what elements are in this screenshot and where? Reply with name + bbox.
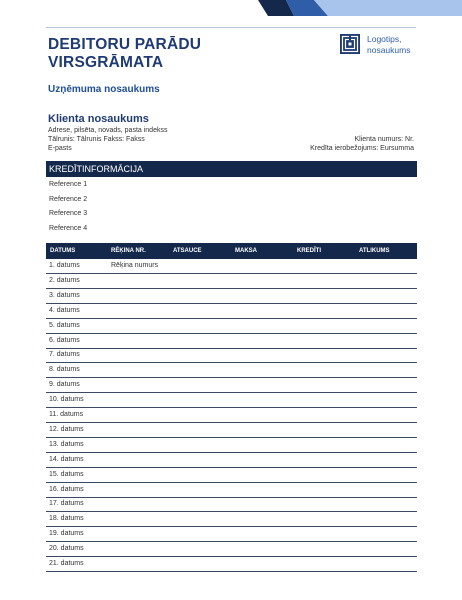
reference-item: Reference 1 <box>49 181 88 188</box>
logo-text-line-1: Logotips, <box>367 34 402 44</box>
reference-item: Reference 4 <box>49 225 88 232</box>
page-title <box>48 36 278 72</box>
table-row <box>46 497 417 512</box>
client-address: Adrese, pilsēta, novads, pasta indekss <box>48 127 168 134</box>
title-line-2: VIRSGRĀMATA <box>48 54 164 71</box>
column-header-date: DATUMS <box>50 248 76 254</box>
table-row <box>46 527 417 542</box>
row-date: 19. datums <box>49 530 84 538</box>
header-divider <box>46 27 416 28</box>
row-date: 4. datums <box>49 306 80 314</box>
row-date: 1. datums <box>49 262 80 269</box>
logo-text-line-2: nosaukums <box>367 45 411 55</box>
credit-limit: Kredīta ierobežojums: Eursumma <box>310 145 414 152</box>
row-date: 21. datums <box>49 560 84 567</box>
table-row <box>46 363 417 378</box>
reference-item: Reference 2 <box>49 196 88 203</box>
row-date: 11. datums <box>49 411 84 418</box>
row-date: 18. datums <box>49 515 84 523</box>
table-row <box>46 423 417 438</box>
row-date: 5. datums <box>49 321 80 329</box>
table-row <box>46 289 417 304</box>
table-row <box>46 408 417 423</box>
table-row <box>46 453 417 468</box>
row-date: 13. datums <box>49 440 84 448</box>
table-row <box>46 259 417 274</box>
logo-block <box>340 34 420 60</box>
client-name: Klienta nosaukums <box>48 113 149 125</box>
credit-info-heading: KREDĪTINFORMĀCIJA <box>46 161 417 177</box>
table-row <box>46 557 417 572</box>
row-date: 8. datums <box>49 366 80 374</box>
row-invoice-number: Rēķina numurs <box>111 262 159 269</box>
logo-text <box>367 34 410 56</box>
table-row <box>46 274 417 289</box>
table-row <box>46 438 417 453</box>
table-row <box>46 334 417 349</box>
row-date: 6. datums <box>49 336 80 344</box>
column-header-balance: ATLIKUMS <box>359 248 390 254</box>
row-date: 15. datums <box>49 470 84 478</box>
company-name: Uzņēmuma nosaukums <box>48 84 160 95</box>
row-date: 9. datums <box>49 381 80 389</box>
table-row <box>46 483 417 498</box>
title-line-1: DEBITORU PARĀDU <box>48 36 202 53</box>
column-header-reference: ATSAUCE <box>173 248 202 254</box>
row-date: 20. datums <box>49 545 84 553</box>
reference-item: Reference 3 <box>49 210 88 217</box>
column-header-charge: MAKSA <box>235 248 257 254</box>
client-number: Klienta numurs: Nr. <box>354 136 414 143</box>
table-row <box>46 512 417 527</box>
ledger-table-header <box>46 243 417 259</box>
table-row <box>46 542 417 557</box>
column-header-invoice: RĒĶINA NR. <box>111 248 146 254</box>
table-row <box>46 378 417 393</box>
table-row <box>46 304 417 319</box>
table-row <box>46 348 417 363</box>
table-row <box>46 468 417 483</box>
row-date: 2. datums <box>49 276 80 284</box>
row-date: 17. datums <box>49 500 84 508</box>
top-banner-decoration <box>46 0 462 16</box>
row-date: 14. datums <box>49 455 84 463</box>
row-date: 10. datums <box>49 396 84 404</box>
row-date: 7. datums <box>49 351 80 359</box>
table-row <box>46 319 417 334</box>
table-row <box>46 393 417 408</box>
square-maze-icon <box>340 34 360 54</box>
column-header-credits: KREDĪTI <box>297 248 321 254</box>
client-phone-fax: Tālrunis: Tālrunis Fakss: Fakss <box>48 136 145 143</box>
row-date: 16. datums <box>49 485 84 493</box>
row-date: 3. datums <box>49 291 80 299</box>
client-email: E-pasts <box>48 145 72 152</box>
row-date: 12. datums <box>49 425 84 433</box>
